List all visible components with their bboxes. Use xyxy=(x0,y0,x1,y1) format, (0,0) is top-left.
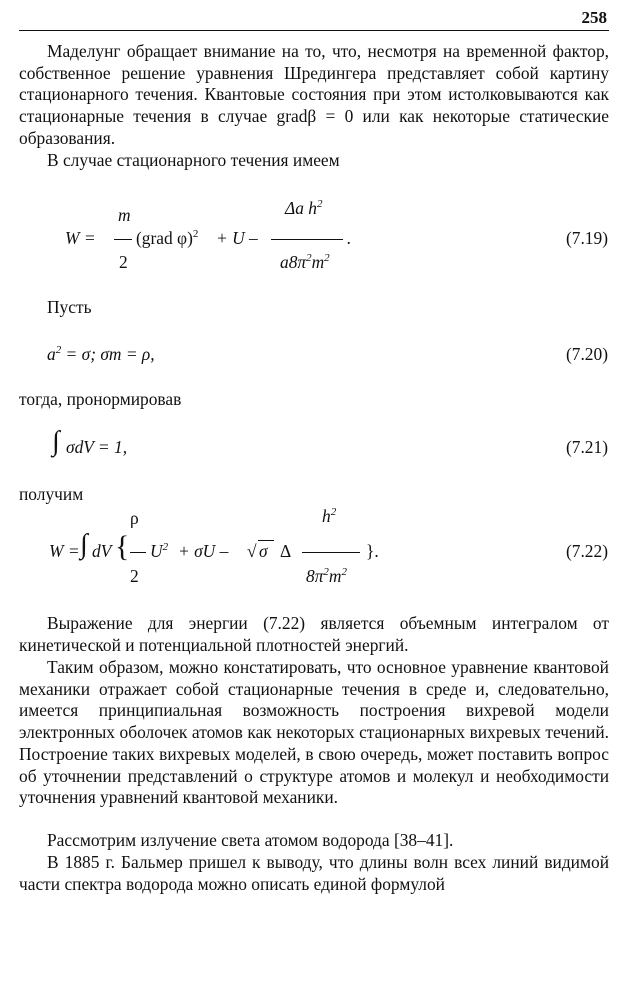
paragraph-hydrogen: Рассмотрим излучение света атомом водорода [38–41]. xyxy=(47,830,454,850)
eq719-end: . xyxy=(347,228,352,248)
eq719-frac2-num: Δa $h^2$ xyxy=(285,198,323,218)
paragraph-we-get: получим xyxy=(19,484,84,504)
eq722-h: $h^2$ xyxy=(322,506,337,526)
eq722-den: $8\pi^2m^2$ xyxy=(306,566,347,586)
header-rule xyxy=(19,30,609,31)
paragraph-conclusion: Таким образом, можно констатировать, что основное уравнение квантовой механики отражает собой стационарные течения в среде и, следовательно, имеется принципиальная возможность построения вихревой модели электронных оболочек атомов как некоторых стационарных вихревых течений. Построение таких вихревых моделей, в свою очередь, может поставить вопрос об уточнении представлений о структуре атомов и молекул и необходимости уточнения уравнений квантовой механики. xyxy=(19,657,609,808)
eq719-frac2-den: $a8\pi^2m^2$ xyxy=(280,252,330,272)
eq722-frac1-line xyxy=(130,552,146,553)
eq719-frac1-den: 2 xyxy=(119,252,128,272)
integral-sign: ∫ xyxy=(52,426,60,457)
eq719-term1: (grad φ)$^2$ xyxy=(136,228,199,248)
eq722-lhs: W = xyxy=(49,541,80,561)
integral-sign: ∫ xyxy=(80,529,88,560)
paragraph-stationary-flow: В случае стационарного течения имеем xyxy=(47,150,340,170)
eq722-rho: ρ xyxy=(130,508,139,528)
eq722-frac2-line xyxy=(302,552,360,553)
page-number: 258 xyxy=(581,8,607,27)
eq722-u: $U^2$ xyxy=(150,541,169,561)
eq722-delta: Δ xyxy=(280,541,292,561)
paragraph-madelung: Маделунг обращает внимание на то, что, несмотря на временной фактор, собственное решение уравнения Шредингера представляет собой картину стационарного течения. Квантовые состояния при этом истолковываются как стационарные течения в случае gradβ = 0 или как некоторые статические образования. xyxy=(19,41,609,148)
eq722-sigma: σ xyxy=(259,541,268,561)
left-brace: { xyxy=(115,530,130,563)
eq719-number: (7.19) xyxy=(565,228,608,248)
sqrt-icon: √ xyxy=(247,541,257,561)
eq721-body: σdV = 1, xyxy=(66,437,128,457)
eq722-end: }. xyxy=(366,541,379,561)
eq719-lhs: W = xyxy=(65,228,96,248)
eq719-frac1-num: m xyxy=(118,205,131,225)
eq719-frac2-line xyxy=(271,239,343,240)
eq722-mid: + σU – xyxy=(178,541,229,561)
eq722-two: 2 xyxy=(130,566,139,586)
paragraph-energy-expression: Выражение для энергии (7.22) является объемным интегралом от кинетической и потенциальной плотностей энергий. xyxy=(19,613,609,655)
paragraph-let: Пусть xyxy=(47,297,92,317)
eq719-frac1-line xyxy=(114,239,132,240)
eq721-number: (7.21) xyxy=(565,437,608,457)
eq722-number: (7.22) xyxy=(565,541,608,561)
eq722-dv: dV xyxy=(92,541,112,561)
eq719-plus-u: + U – xyxy=(216,228,258,248)
paragraph-balmer: В 1885 г. Бальмер пришел к выводу, что длины волн всех линий видимой части спектра водорода можно описать единой формулой xyxy=(19,852,609,894)
paragraph-then-normalize: тогда, пронормировав xyxy=(19,389,182,409)
eq720-number: (7.20) xyxy=(565,344,608,364)
eq720-body: $a^2 = \sigma$; σm = ρ, xyxy=(47,344,155,364)
